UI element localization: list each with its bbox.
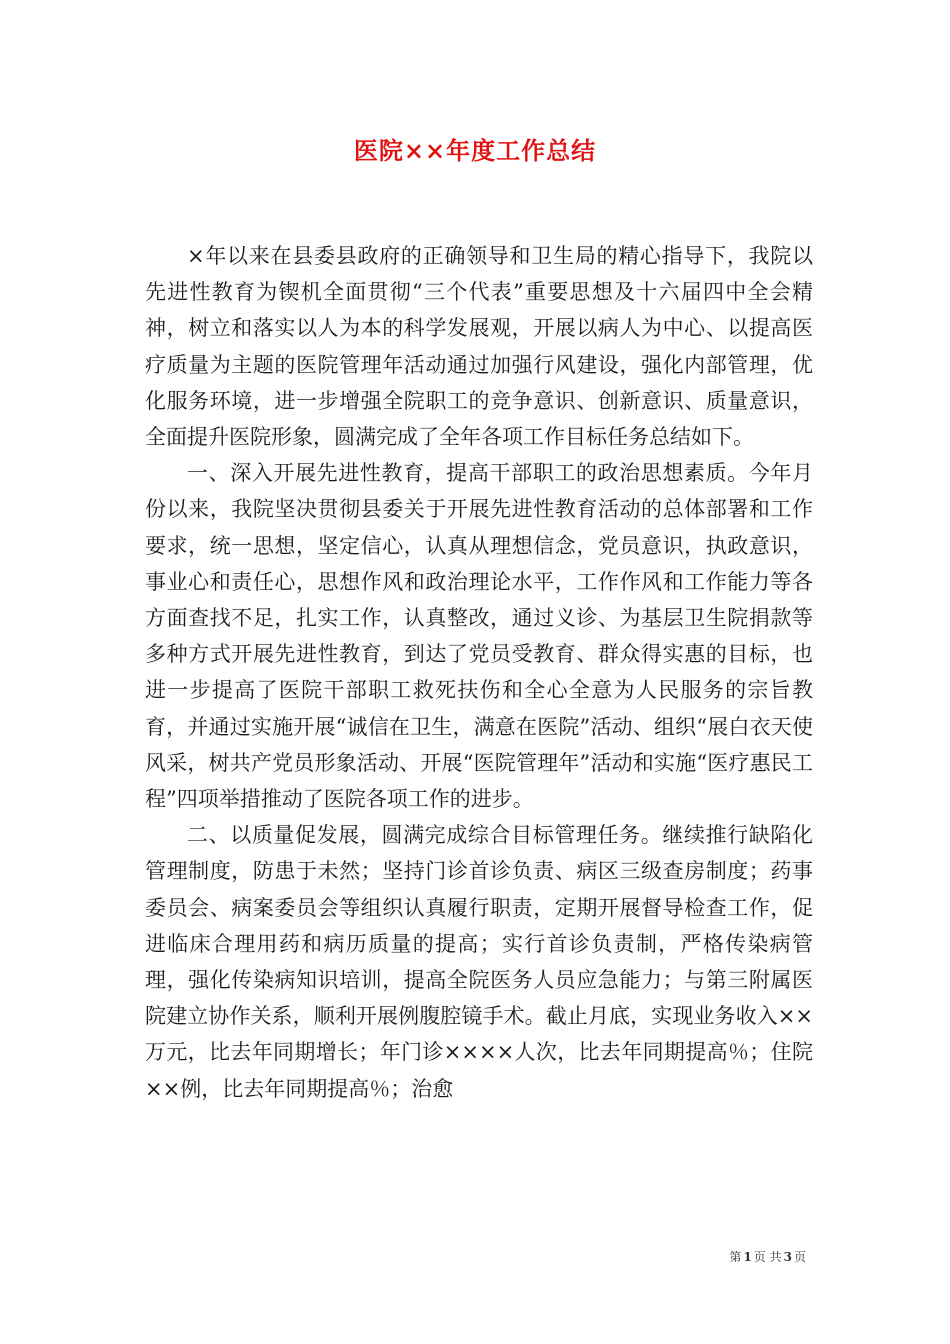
document-body <box>145 238 813 1107</box>
page-footer <box>0 1248 806 1265</box>
footer-middle: 页 共 <box>753 1250 782 1264</box>
footer-current-page: 1 <box>743 1250 752 1264</box>
footer-suffix: 页 <box>793 1250 806 1264</box>
document-title: 医院××年度工作总结 <box>353 136 597 165</box>
paragraph-section-1: 一、深入开展先进性教育，提高干部职工的政治思想素质。今年月份以来，我院坚决贯彻县委关于开展先进性教育活动的总体部署和工作要求，统一思想，坚定信心，认真从理想信念，党员意识，执政意识，事业心和责任心，思想作风和政治理论水平，工作作风和工作能力等各方面查找不足，扎实工作，认真整改，通过义诊、为基层卫生院捐款等多种方式开展先进性教育，到达了党员受教育、群众得实惠的目标，也进一步提高了医院干部职工救死扶伤和全心全意为人民服务的宗旨教育，并通过实施开展“诚信在卫生，满意在医院”活动、组织“展白衣天使风采，树共产党员形象活动、开展“医院管理年”活动和实施“医疗惠民工程”四项举措推动了医院各项工作的进步。 <box>145 461 813 812</box>
paragraph-intro: ×年以来在县委县政府的正确领导和卫生局的精心指导下，我院以先进性教育为锲机全面贯彻“三个代表”重要思想及十六届四中全会精神，树立和落实以人为本的科学发展观，开展以病人为中心、以提高医疗质量为主题的医院管理年活动通过加强行风建设，强化内部管理，优化服务环境，进一步增强全院职工的竞争意识、创新意识、质量意识，全面提升医院形象，圆满完成了全年各项工作目标任务总结如下。 <box>145 244 813 450</box>
paragraph-section-2: 二、以质量促发展，圆满完成综合目标管理任务。继续推行缺陷化管理制度，防患于未然；坚持门诊首诊负责、病区三级查房制度；药事委员会、病案委员会等组织认真履行职责，定期开展督导检查工作，促进临床合理用药和病历质量的提高；实行首诊负责制，严格传染病管理，强化传染病知识培训，提高全院医务人员应急能力；与第三附属医院建立协作关系，顺利开展例腹腔镜手术。截止月底，实现业务收入××万元，比去年同期增长；年门诊××××人次，比去年同期提高％；住院××例，比去年同期提高％；治愈 <box>145 823 813 1101</box>
footer-total-pages: 3 <box>783 1250 792 1264</box>
footer-prefix: 第 <box>729 1250 742 1264</box>
